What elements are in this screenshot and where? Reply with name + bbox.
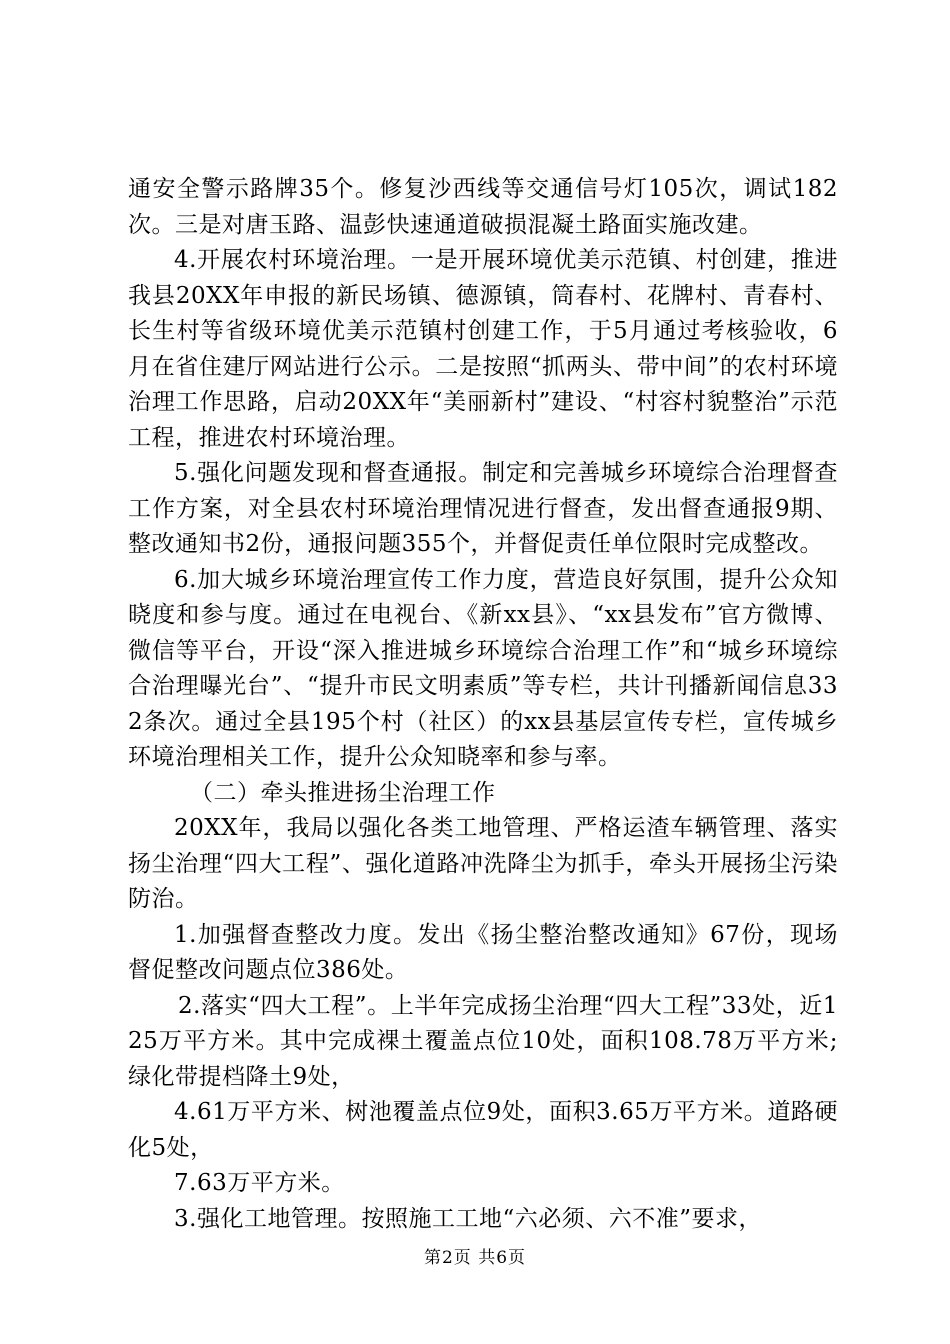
paragraph-dust-intro: 20XX年，我局以强化各类工地管理、严格运渣车辆管理、落实扬尘治理“四大工程”、强化道路冲洗降尘为抓手，牵头开展扬尘污染防治。 bbox=[128, 815, 838, 912]
document-body bbox=[128, 172, 838, 1237]
paragraph-road-hardening-area: 7.63万平方米。 bbox=[174, 1170, 345, 1196]
paragraph-rural-environment: 4.开展农村环境治理。一是开展环境优美示范镇、村创建，推进我县20XX年申报的新民场镇、德源镇，筒春村、花牌村、青春村、长生村等省级环境优美示范镇村创建工作，于5月通过考核验收，6月在省住建厅网站进行公示。二是按照“抓两头、带中间”的农村环境治理工作思路，启动20XX年“美丽新村”建设、“村容村貌整治”示范工程，推进农村环境治理。 bbox=[128, 247, 838, 451]
paragraph-tree-pool-coverage: 4.61万平方米、树池覆盖点位9处，面积3.65万平方米。道路硬化5处， bbox=[128, 1099, 838, 1161]
paragraph-publicity: 6.加大城乡环境治理宣传工作力度，营造良好氛围，提升公众知晓度和参与度。通过在电视台、《新xx县》、“xx县发布”官方微博、微信等平台，开设“深入推进城乡环境综合治理工作”和“城乡环境综合治理曝光台”、“提升市民文明素质”等专栏，共计刊播新闻信息332条次。通过全县195个村（社区）的xx县基层宣传专栏，宣传城乡环境治理相关工作，提升公众知晓率和参与率。 bbox=[128, 566, 838, 770]
paragraph-site-management: 3.强化工地管理。按照施工工地“六必须、六不准”要求， bbox=[174, 1205, 762, 1232]
paragraph-four-projects: 2.落实“四大工程”。上半年完成扬尘治理“四大工程”33处，近125万平方米。其中完成裸土覆盖点位10处，面积108.78万平方米;绿化带提档降土9处， bbox=[128, 992, 838, 1090]
paragraph-supervision-report: 5.强化问题发现和督查通报。制定和完善城乡环境综合治理督查工作方案，对全县农村环境治理情况进行督查，发出督查通报9期、整改通知书2份，通报问题355个，并督促责任单位限时完成整改。 bbox=[128, 460, 838, 557]
section-heading-dust-control: （二）牵头推进扬尘治理工作 bbox=[190, 779, 496, 806]
paragraph-inspection-rectification: 1.加强督查整改力度。发出《扬尘整治整改通知》67份，现场督促整改问题点位386处。 bbox=[128, 921, 838, 983]
paragraph-traffic-signs: 通安全警示路牌35个。修复沙西线等交通信号灯105次，调试182次。三是对唐玉路、温彭快速通道破损混凝土路面实施改建。 bbox=[128, 176, 838, 238]
page-number-footer: 第2页 共6页 bbox=[423, 1248, 527, 1268]
